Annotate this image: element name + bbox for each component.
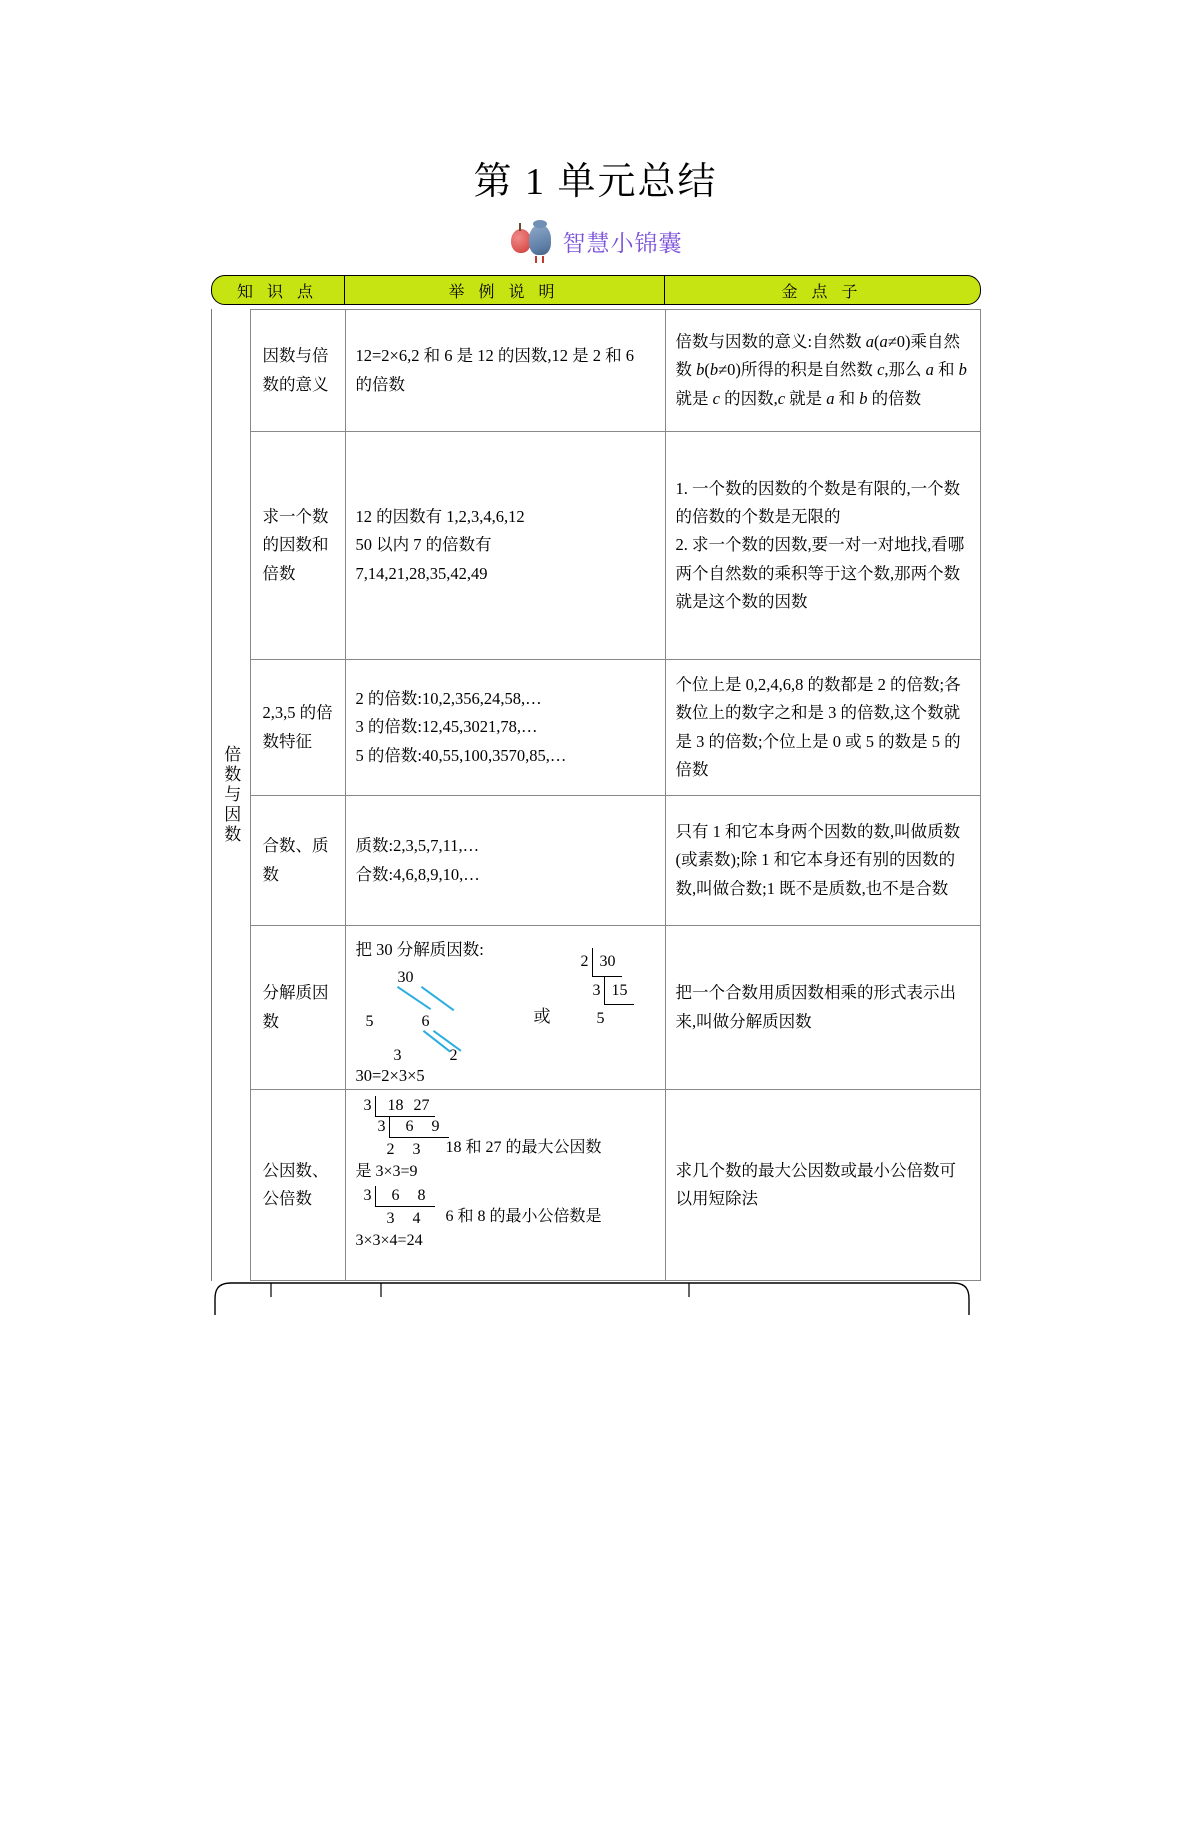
- tree-node-left: 5: [365, 1013, 374, 1031]
- dividend-row: [375, 1096, 435, 1117]
- row-topic-text: 公因数、公倍数: [262, 1160, 329, 1208]
- row-tip: [666, 660, 980, 795]
- factor-tree-diagram: [356, 936, 655, 1091]
- factorization-equation: 30=2×3×5: [355, 1066, 425, 1086]
- table-row: [251, 432, 980, 660]
- divisor: 3: [377, 1118, 386, 1135]
- dividend: 9: [431, 1118, 440, 1135]
- result: 3: [412, 1141, 421, 1158]
- row-topic: [251, 796, 346, 925]
- gcd-text: 18 和 27 的最大公因数: [445, 1139, 602, 1156]
- factor-tree-title: 把 30 分解质因数:: [355, 940, 484, 959]
- table-row: [251, 1090, 980, 1280]
- tree-node-right: 6: [421, 1013, 430, 1031]
- factor-tree: [360, 964, 530, 1065]
- table-row: [251, 796, 980, 926]
- row-example-line: 7,14,21,28,35,42,49: [355, 563, 488, 583]
- row-tip-text: 个位上是 0,2,4,6,8 的数都是 2 的倍数;各数位上的数字之和是 3 的倍数,这个数就是 3 的倍数;个位上是 0 或 5 的数是 5 的倍数: [675, 674, 961, 779]
- berry-pepper-mascot-icon: [509, 221, 555, 261]
- row-topic-text: 因数与倍数的意义: [262, 346, 329, 394]
- row-tip-text: 把一个合数用质因数相乘的形式表示出来,叫做分解质因数: [675, 983, 956, 1031]
- division-result-row: [356, 1209, 430, 1229]
- divisor: 3: [592, 981, 601, 999]
- gcd-conclusion: 是 3×3=9: [355, 1163, 418, 1180]
- row-tip: [666, 796, 980, 925]
- row-tip-text: 只有 1 和它本身两个因数的数,叫做质数(或素数);除 1 和它本身还有别的因数的数,叫做合数;1 既不是质数,也不是合数: [675, 821, 961, 898]
- row-example: [346, 796, 666, 925]
- row-topic: [251, 1090, 346, 1280]
- row-tip: [666, 310, 980, 431]
- row-example-line: 5 的倍数:40,55,100,3570,85,…: [355, 745, 567, 765]
- row-example-line: 12 的因数有 1,2,3,4,6,12: [355, 506, 525, 526]
- row-example: [346, 1090, 666, 1280]
- row-tip-text: 倍数与因数的意义:自然数 a(a≠0)乘自然数 b(b≠0)所得的积是自然数 c,那么 a 和 b 就是 c 的因数,c 就是 a 和 b 的倍数: [675, 331, 967, 408]
- dividend: 30: [592, 948, 622, 977]
- column-header-knowledge: 知 识 点: [212, 276, 345, 304]
- document-page: [0, 150, 1191, 1834]
- division-result: 5: [596, 1010, 605, 1028]
- result: 2: [386, 1141, 395, 1158]
- result: 3: [386, 1210, 395, 1227]
- row-example: [346, 926, 666, 1089]
- row-topic-text: 分解质因数: [262, 983, 329, 1031]
- table-header-row: [211, 275, 981, 305]
- row-tip-text: 求几个数的最大公因数或最小公倍数可以用短除法: [675, 1160, 956, 1208]
- row-example-line: 合数:4,6,8,9,10,…: [355, 864, 480, 884]
- row-topic: [251, 432, 346, 659]
- row-example: [346, 310, 666, 431]
- tree-node-right-right: 2: [449, 1047, 458, 1065]
- or-label: 或: [533, 1007, 551, 1026]
- row-tip-line: 1. 一个数的因数的个数是有限的,一个数的倍数的个数是无限的: [675, 478, 961, 526]
- row-tip: [666, 1090, 980, 1280]
- dividend: 6: [405, 1118, 414, 1135]
- dividend: 27: [413, 1097, 430, 1114]
- short-division-30: [571, 948, 634, 1033]
- row-example-line: 50 以内 7 的倍数有: [355, 535, 492, 555]
- lcm-conclusion: 3×3×4=24: [355, 1232, 423, 1249]
- divisor: 3: [363, 1187, 372, 1204]
- row-example: [346, 432, 666, 659]
- column-header-tip: 金 点 子: [781, 283, 863, 301]
- bottom-brace: [211, 1281, 981, 1321]
- table-row: [251, 310, 980, 432]
- result: 4: [412, 1210, 421, 1227]
- row-example-line: 质数:2,3,5,7,11,…: [355, 836, 480, 856]
- unit-side-label-text: 倍数与因数: [221, 745, 241, 845]
- row-topic: [251, 310, 346, 431]
- dividend: 15: [604, 977, 634, 1006]
- row-example: [346, 660, 666, 795]
- dividend-row: [389, 1117, 449, 1138]
- row-topic: [251, 926, 346, 1089]
- short-division-gcd: [356, 1096, 655, 1182]
- unit-side-label: [212, 309, 250, 1281]
- dividend: 6: [391, 1187, 400, 1204]
- lcm-text: 6 和 8 的最小公倍数是: [445, 1208, 602, 1225]
- table-row: [251, 660, 980, 796]
- row-tip: [666, 432, 980, 659]
- dividend-row: [375, 1186, 435, 1207]
- table-row: [251, 926, 980, 1090]
- dividend: 18: [387, 1097, 404, 1114]
- table-body: [211, 309, 981, 1281]
- short-division-lcm: [356, 1186, 655, 1251]
- row-topic-text: 2,3,5 的倍数特征: [262, 703, 333, 751]
- summary-table: [211, 275, 981, 1321]
- row-tip-line: 2. 求一个数的因数,要一对一对地找,看哪两个自然数的乘积等于这个数,那两个数就是这个数的因数: [675, 535, 965, 612]
- tree-node-root: 30: [397, 969, 414, 987]
- division-result-row: [356, 1140, 430, 1160]
- tree-node-right-left: 3: [393, 1047, 402, 1065]
- row-example-text: 12=2×6,2 和 6 是 12 的因数,12 是 2 和 6 的倍数: [355, 346, 634, 394]
- row-example-line: 2 的倍数:10,2,356,24,58,…: [355, 688, 542, 708]
- row-example-line: 3 的倍数:12,45,3021,78,…: [355, 717, 538, 737]
- divisor: 2: [580, 953, 589, 970]
- brace-svg: [211, 1281, 981, 1321]
- row-tip: [666, 926, 980, 1089]
- divisor: 3: [363, 1097, 372, 1114]
- mascot-row: [0, 221, 1191, 261]
- column-header-example: 举 例 说 明: [345, 276, 665, 304]
- mascot-label: 智慧小锦囊: [562, 229, 683, 256]
- row-topic-text: 合数、质数: [262, 836, 329, 884]
- row-topic: [251, 660, 346, 795]
- row-topic-text: 求一个数的因数和倍数: [262, 506, 329, 583]
- page-title: 第 1 单元总结: [473, 161, 718, 203]
- dividend: 8: [417, 1187, 426, 1204]
